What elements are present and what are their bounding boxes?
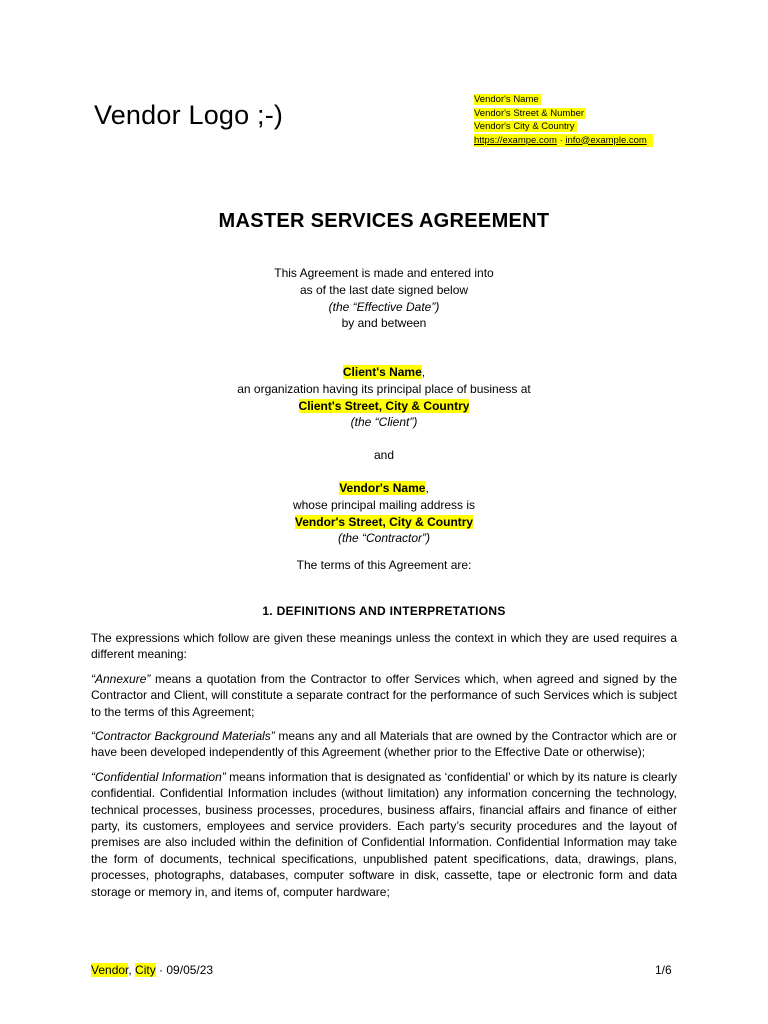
defined-term: “Confidential Information” [91,769,226,784]
section-body [91,630,677,908]
and-text: and [373,448,395,462]
vendor-contact-block [474,93,653,147]
client-description: an organization having its principal place of business at [237,381,531,396]
footer-vendor: Vendor [91,963,129,977]
defined-term: “Contractor Background Materials” [91,729,275,744]
footer-comma: , [128,963,136,977]
footer-city: City [135,963,156,977]
contractor-name: Vendor's Name [339,481,426,495]
client-name: Client's Name [342,365,422,379]
definition-confidential-information [91,769,677,900]
intro-line: by and between [341,316,427,331]
contractor-address: Vendor's Street, City & Country [294,514,474,529]
client-block [0,364,768,431]
client-label: (the “Client”) [350,415,418,430]
vendor-website-link[interactable]: https://exampe.com [474,134,557,146]
intro-line: This Agreement is made and entered into [274,266,494,280]
contractor-label: (the “Contractor”) [337,531,431,546]
defined-term: “Annexure” [91,671,151,686]
agreement-intro [0,265,768,332]
footer-date: · 09/05/23 [155,963,214,977]
section-heading-definitions: 1. DEFINITIONS AND INTERPRETATIONS [262,604,506,618]
contractor-block [0,480,768,547]
terms-intro: The terms of this Agreement are: [296,558,472,572]
vendor-city: Vendor's City & Country [474,121,575,132]
contact-separator: · [559,134,563,146]
contractor-description: whose principal mailing address is [292,497,476,512]
vendor-street: Vendor's Street & Number [474,107,585,119]
page-number: 1/6 [655,963,672,977]
definition-annexure [91,671,677,720]
vendor-email-link[interactable]: info@example.com [565,134,647,146]
definition-text: means information that is designated as ‘confidential’ or which by its nature is clearly confidential. Confidential Information includes (without limitation) any information concerning the technology, technical processes, business processes, procedures, business affairs, financial affairs and finance of either party, its customers, employees and service providers. Each party’s security procedures and the layout of premises are also included within the definition of Confidential Information. Confidential Information may take the form of documents, technical specifications, unpublished patent specifications, data, drawings, plans, processes, photographs, databases, computer software in disk, cassette, tape or electronic form and data storage or memory in, and items of, computer hardware; [91,769,677,899]
comma: , [421,365,426,379]
definition-text: means any and all Materials that are owned by the Contractor which are or have been developed independently of this Agreement (whether prior to the Effective Date or otherwise); [91,729,678,760]
vendor-name: Vendor's Name [474,94,539,105]
definition-contractor-background-materials [91,728,677,761]
document-title: MASTER SERVICES AGREEMENT [218,210,550,232]
comma: , [425,481,429,495]
vendor-logo: Vendor Logo ;-) [94,100,284,130]
definition-text: means a quotation from the Contractor to offer Services which, when agreed and signed by the Contractor and Client, will constitute a separate contract for the performance of such Services which is subject to the terms of this Agreement; [91,671,677,719]
intro-line: as of the last date signed below [299,282,469,297]
page-footer-left [91,963,213,977]
effective-date-label: (the “Effective Date”) [328,299,440,314]
client-address: Client's Street, City & Country [298,398,470,413]
definitions-intro-paragraph: The expressions which follow are given these meanings unless the context in which they are used requires a different meaning: [91,631,677,662]
